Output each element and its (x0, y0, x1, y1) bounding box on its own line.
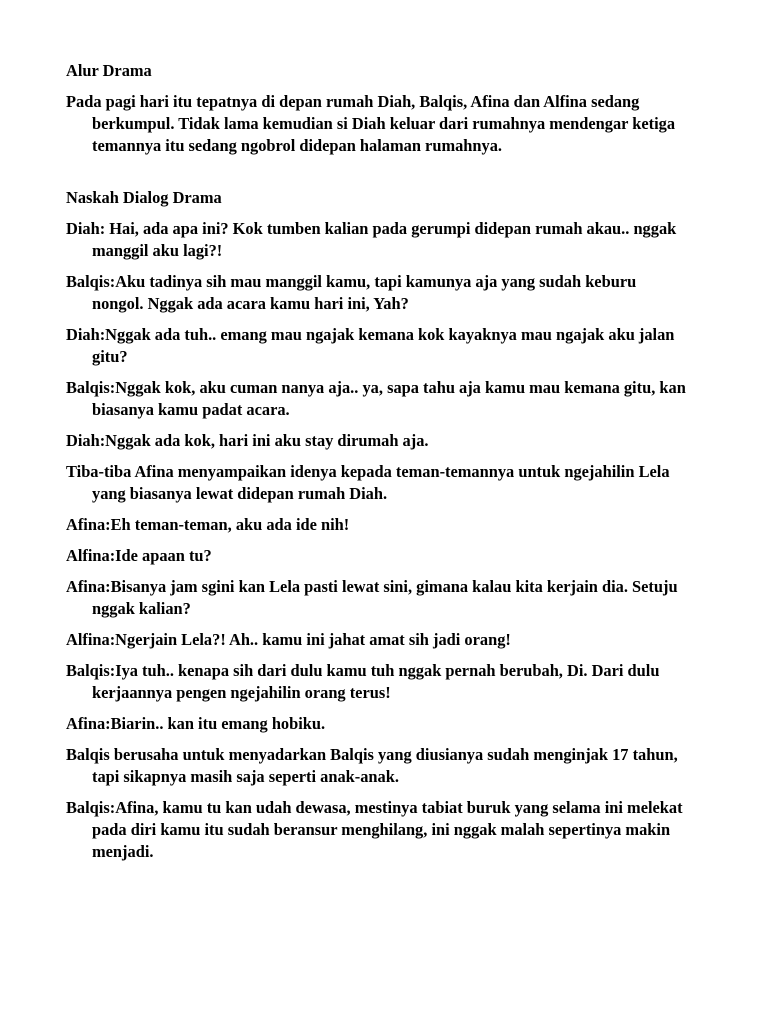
narration-line: Tiba-tiba Afina menyampaikan idenya kepada teman-temannya untuk ngejahilin Lela yang biasanya lewat didepan rumah Diah. (66, 462, 670, 503)
dialog-line: Diah:Nggak ada tuh.. emang mau ngajak kemana kok kayaknya mau ngajak aku jalan gitu? (66, 325, 675, 366)
dialog-line: Afina:Biarin.. kan itu emang hobiku. (66, 714, 326, 733)
dialog-line: Balqis:Aku tadinya sih mau manggil kamu, tapi kamunya aja yang sudah keburu nongol. Nggak ada acara kamu hari ini, Yah? (66, 272, 637, 313)
dialog-line: Diah: Hai, ada apa ini? Kok tumben kalian pada gerumpi didepan rumah akau.. nggak manggil aku lagi?! (66, 219, 677, 260)
dialog-line: Afina:Eh teman-teman, aku ada ide nih! (66, 515, 350, 534)
narration-line: Balqis berusaha untuk menyadarkan Balqis yang diusianya sudah menginjak 17 tahun, tapi sikapnya masih saja seperti anak-anak. (66, 745, 678, 786)
dialog-line: Balqis:Iya tuh.. kenapa sih dari dulu kamu tuh nggak pernah berubah, Di. Dari dulu kerjaannya pengen ngejahilin orang terus! (66, 661, 660, 702)
dialog-line: Alfina:Ide apaan tu? (66, 546, 212, 565)
dialog-line: Afina:Bisanya jam sgini kan Lela pasti lewat sini, gimana kalau kita kerjain dia. Setuju nggak kalian? (66, 577, 678, 618)
document-page (66, 60, 686, 872)
heading-alur-drama: Alur Drama (66, 61, 152, 80)
alur-paragraph: Pada pagi hari itu tepatnya di depan rumah Diah, Balqis, Afina dan Alfina sedang berkumpul. Tidak lama kemudian si Diah keluar dari rumahnya mendengar ketiga temannya itu sedang ngobrol didepan halaman rumahnya. (66, 92, 676, 155)
heading-naskah-dialog: Naskah Dialog Drama (66, 188, 222, 207)
dialog-line: Alfina:Ngerjain Lela?! Ah.. kamu ini jahat amat sih jadi orang! (66, 630, 511, 649)
dialog-line: Balqis:Afina, kamu tu kan udah dewasa, mestinya tabiat buruk yang selama ini melekat pada diri kamu itu sudah beransur menghilang, ini nggak malah sepertinya makin menjadi. (66, 798, 683, 861)
dialog-line: Diah:Nggak ada kok, hari ini aku stay dirumah aja. (66, 431, 429, 450)
dialog-line: Balqis:Nggak kok, aku cuman nanya aja.. ya, sapa tahu aja kamu mau kemana gitu, kan biasanya kamu padat acara. (66, 378, 686, 419)
